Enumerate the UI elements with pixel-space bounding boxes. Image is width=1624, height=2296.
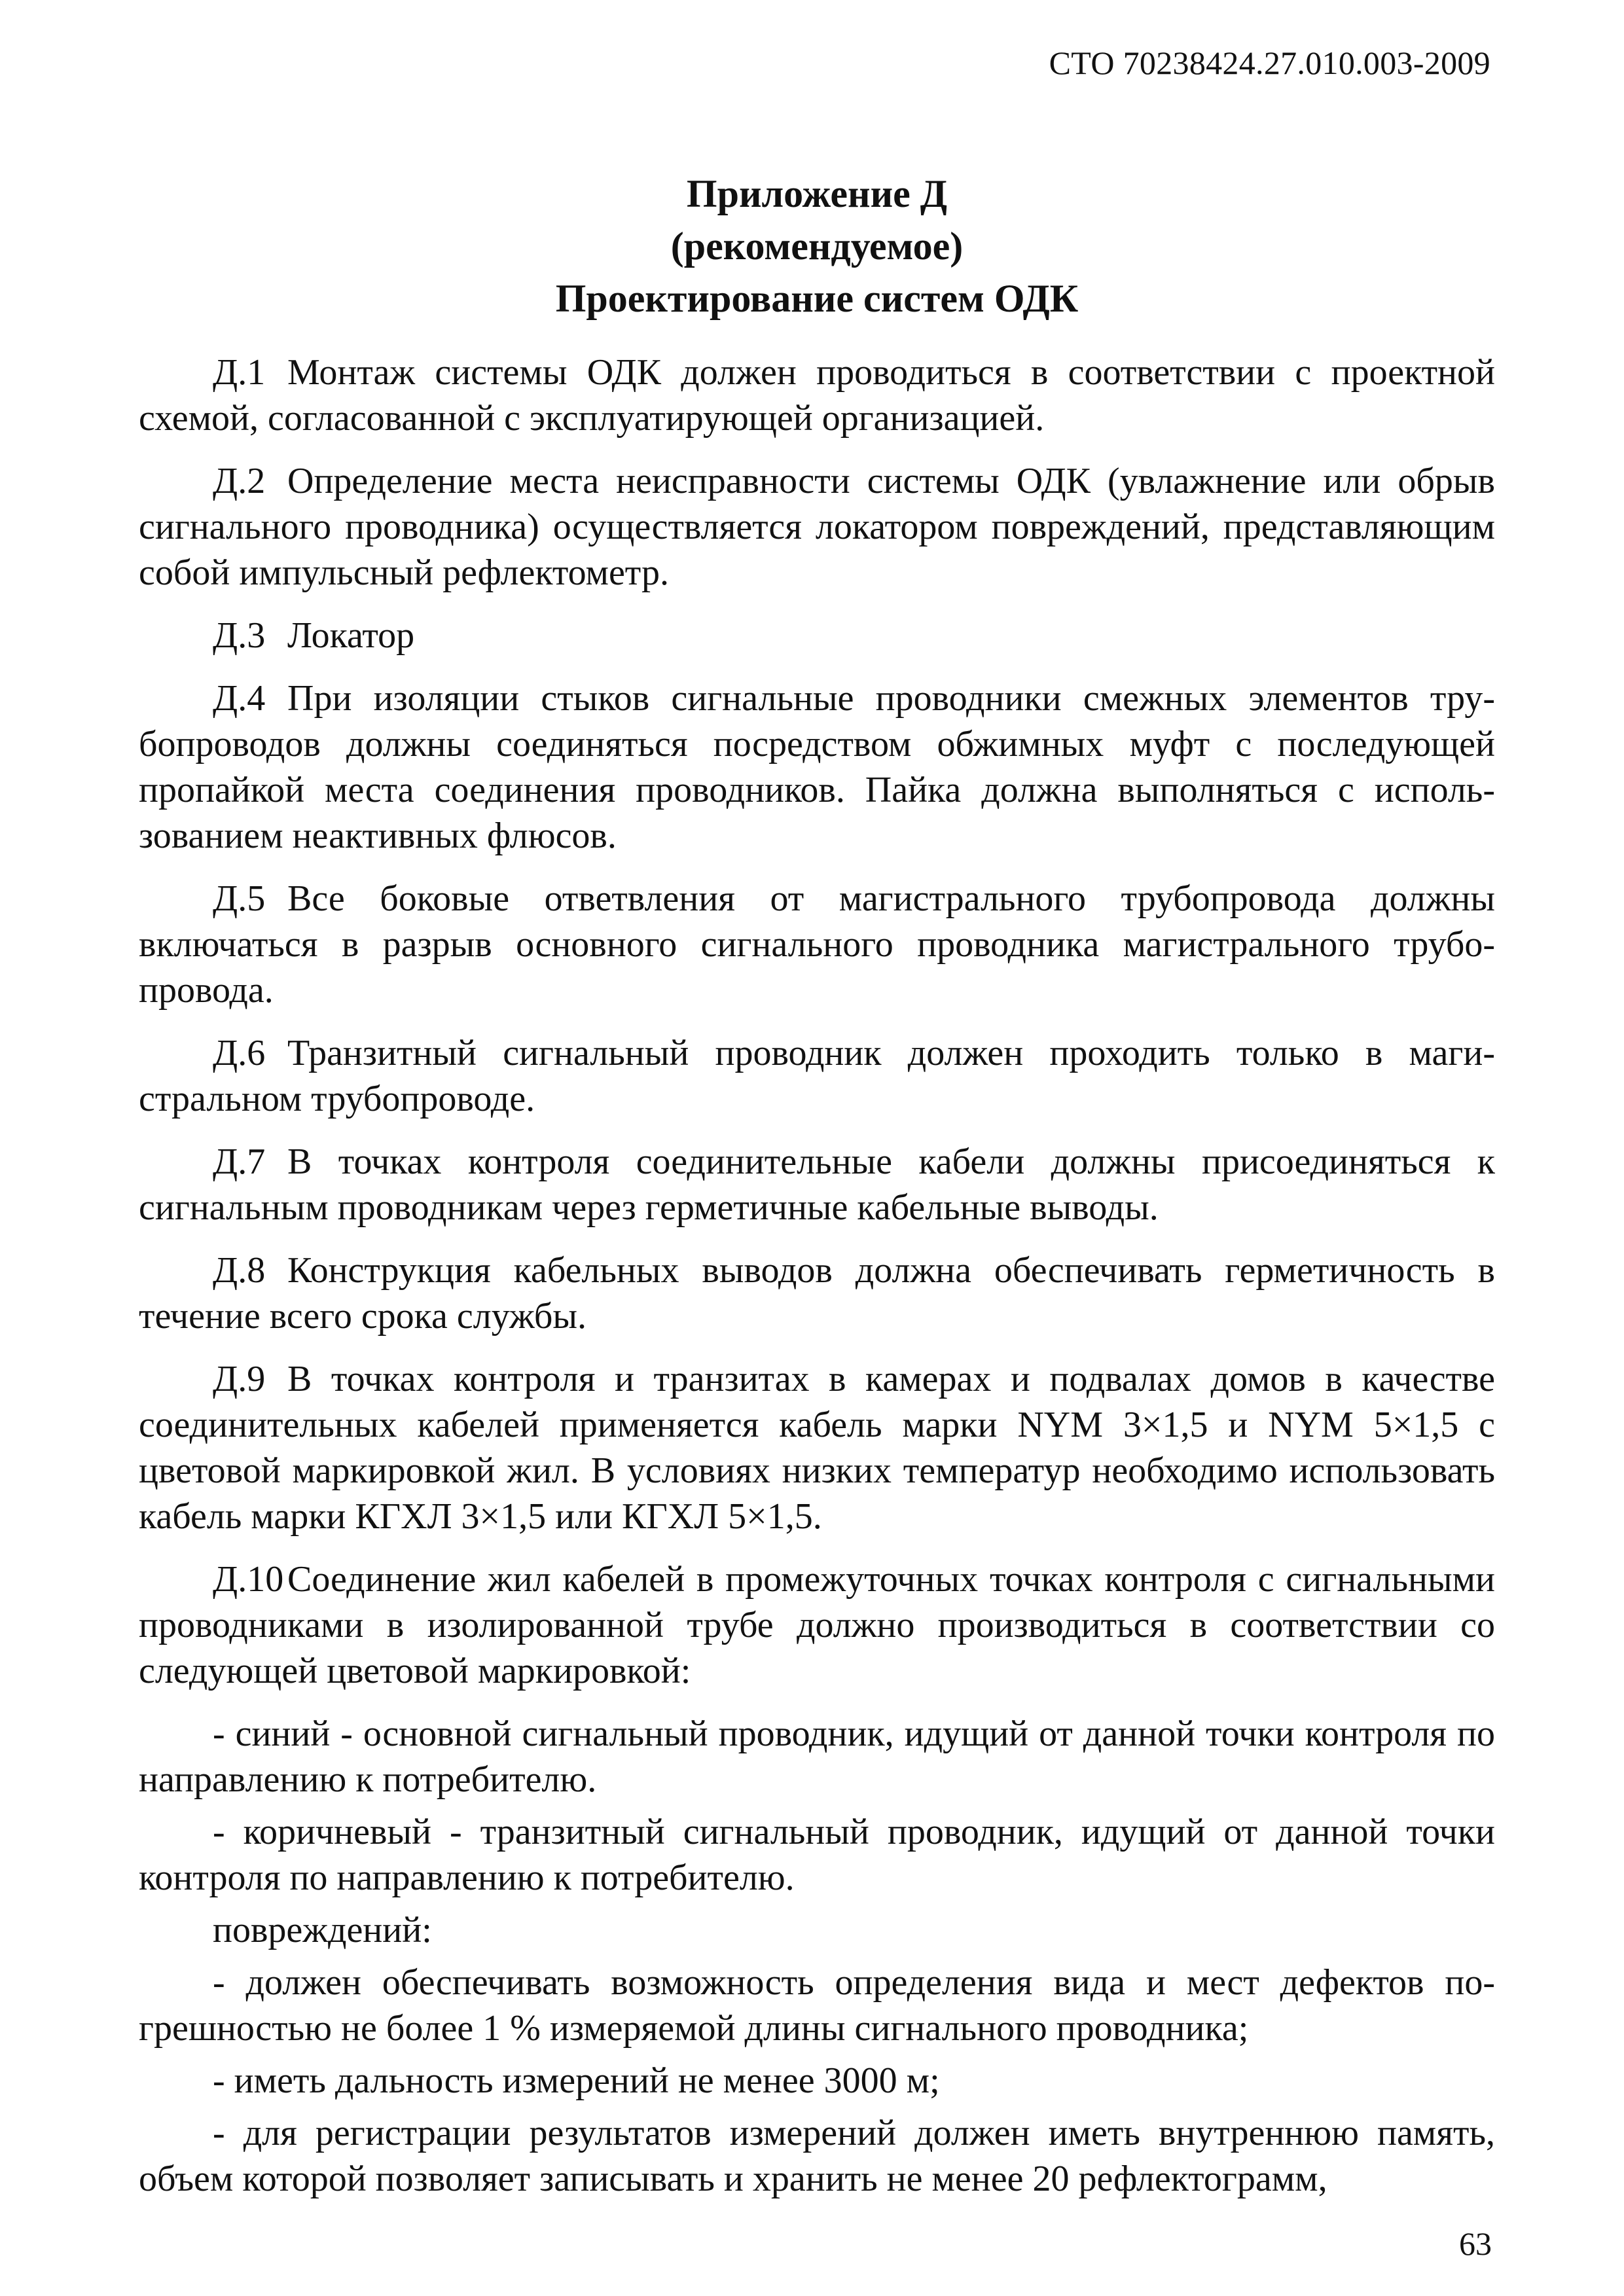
paragraph-number: Д.9 (213, 1359, 266, 1399)
paragraph-text: Определение места неисправности системы ОДК (увлажнение или обрыв сигнального проводника) осуществляется локатором повреждений, представляющим собой импульсный рефлектометр. (139, 461, 1495, 593)
color-marking-list (139, 1711, 1495, 1901)
paragraph-text: Все боковые ответвления от магистрального трубопровода должны включаться в разрыв основного сигнального проводника магистрального трубопровода. (139, 878, 1495, 1011)
paragraph-text: В точках контроля соединительные кабели должны присоединяться к сигнальным проводникам через герметичные кабельные выводы. (139, 1141, 1495, 1228)
paragraph-d1 (139, 350, 1495, 441)
paragraph-d8 (139, 1247, 1495, 1339)
paragraph-number: Д.7 (213, 1141, 266, 1182)
paragraph-number: Д.3 (213, 615, 266, 656)
paragraph-d9 (139, 1356, 1495, 1539)
appendix-title: Приложение Д (686, 172, 948, 215)
appendix-subject: Проектирование систем ОДК (555, 277, 1079, 320)
paragraph-text: Соединение жил кабелей в промежуточных точках контроля с сигнальными проводниками в изолированной трубе должно производиться в соответствии со следующей цветовой маркировкой: (139, 1559, 1495, 1691)
paragraph-number: Д.5 (213, 878, 266, 919)
paragraph-text: Локатор (287, 615, 415, 656)
paragraph-number: Д.2 (213, 461, 266, 501)
paragraph-text: Транзитный сигнальный проводник должен проходить только в магистральном трубопроводе. (139, 1033, 1495, 1119)
locator-requirements-list (139, 1960, 1495, 2202)
paragraph-d10 (139, 1556, 1495, 1694)
paragraph-d2 (139, 458, 1495, 596)
list-item: - должен обеспечивать возможность определения вида и мест дефектов погрешностью не более 1 % измеряемой длины сигнального проводника; (139, 1962, 1495, 2049)
paragraph-number: Д.8 (213, 1250, 266, 1291)
paragraph-d6 (139, 1030, 1495, 1122)
locator-requirements-lead: повреждений: (213, 1910, 432, 1950)
page-number: 63 (1459, 2225, 1492, 2262)
paragraph-number: Д.4 (213, 678, 266, 719)
appendix-heading (139, 168, 1495, 325)
list-item: - иметь дальность измерений не менее 3000 м; (213, 2060, 940, 2101)
paragraph-text: В точках контроля и транзитах в камерах и подвалах домов в качестве соединительных кабелей применяется кабель марки NYM 3×1,5 и NYM 5×1,5 с цветовой маркировкой жил. В условиях низких температур необходимо использовать кабель марки КГХЛ 3×1,5 или КГХЛ 5×1,5. (139, 1359, 1495, 1537)
paragraph-text: Конструкция кабельных выводов должна обеспечивать герметичность в течение всего срока службы. (139, 1250, 1495, 1336)
paragraph-number: Д.10 (213, 1559, 284, 1600)
appendix-status: (рекомендуемое) (670, 224, 964, 268)
page-content (139, 168, 1495, 2208)
paragraph-number: Д.1 (213, 352, 266, 393)
list-item: - для регистрации результатов измерений должен иметь внутреннюю память, объем которой позволяет записывать и хранить не менее 20 рефлектограмм, (139, 2113, 1495, 2199)
paragraph-number: Д.6 (213, 1033, 266, 1073)
document-code: СТО 70238424.27.010.003-2009 (1049, 45, 1490, 81)
paragraph-d5 (139, 876, 1495, 1013)
paragraph-text: Монтаж системы ОДК должен проводиться в соответствии с проектной схемой, согласованной с эксплуатирующей организацией. (139, 352, 1495, 439)
paragraph-d7 (139, 1139, 1495, 1230)
paragraph-text: При изоляции стыков сигнальные проводники смежных элементов трубопроводов должны соединяться посредством обжимных муфт с последующей пропайкой места соединения проводников. Пайка должна выполняться с использованием неактивных флюсов. (139, 678, 1495, 856)
paragraph-d4 (139, 675, 1495, 859)
list-item: - коричневый - транзитный сигнальный проводник, идущий от данной точки контроля по направлению к потребителю. (139, 1812, 1495, 1898)
list-item: - синий - основной сигнальный проводник, идущий от данной точки контроля по направлению к потребителю. (139, 1713, 1495, 1800)
paragraph-d3 (139, 613, 1495, 658)
